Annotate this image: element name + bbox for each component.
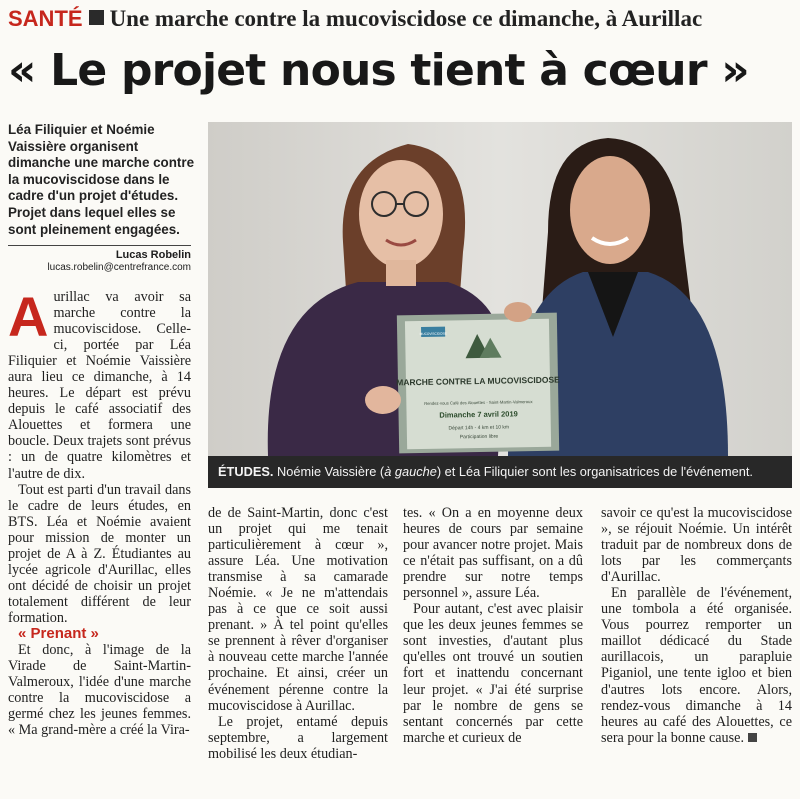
- poster-place: Rendez-vous Café des Alouettes - Saint-Martin-Valmeroux: [424, 399, 533, 406]
- photo-caption: [208, 456, 792, 488]
- end-mark-icon: [748, 733, 757, 742]
- article-column-3: [403, 505, 583, 746]
- poster-date: Dimanche 7 avril 2019: [439, 409, 518, 420]
- article-column-1: [8, 285, 191, 739]
- drop-cap: A: [8, 285, 49, 348]
- poster-fee: Participation libre: [459, 433, 499, 441]
- article-column-2: [208, 505, 388, 762]
- section-label: SANTÉ: [8, 6, 83, 31]
- poster-title: MARCHE CONTRE LA MUCOVISCIDOSE: [396, 374, 560, 388]
- author-email[interactable]: lucas.robelin@centrefrance.com: [47, 262, 191, 273]
- square-bullet-icon: [89, 10, 104, 25]
- paragraph: savoir ce qu'est la mucoviscidose », se réjouit Noémie. Un intérêt traduit par de nombreux dons de lots par les commerçants d'Aurillac.: [601, 505, 792, 586]
- intertitle-text: « Prenant »: [18, 624, 99, 642]
- photo-illustration: [208, 122, 792, 456]
- paragraph: [601, 585, 792, 745]
- intertitle: [8, 626, 191, 642]
- lead-text: urillac va avoir sa marche contre la mucoviscidose. Celle-ci, portée par Léa Filiquier et Noémie Vaissière aura lieu ce dimanche, à 14 heures. Le départ est prévu depuis le café associatif des Alouettes et formera une boucle. Deux trajets sont prévus : un de quatre kilomètres et l'autre de dix.: [8, 289, 191, 482]
- caption-text-italic: à gauche: [384, 464, 437, 479]
- paragraph: [8, 285, 191, 482]
- poster-details: Départ 14h - 4 km et 10 km: [448, 424, 510, 432]
- paragraph: de de Saint-Martin, donc c'est un projet qui me tenait particulièrement à cœur », assure Léa. Une motivation transmise à sa camarade Noémie. « Je ne m'attendais pas à ce que ce soit aussi prenant. » À tel point qu'elles se prennent à rêver d'organiser à nouveau cette marche l'année prochaine. Et ainsi, créer un événement pérenne contre la mucoviscidose à Aurillac.: [208, 505, 388, 714]
- kicker-line: [8, 6, 794, 38]
- author-name: Lucas Robelin: [115, 249, 191, 261]
- paragraph: Pour autant, c'est avec plaisir que les deux jeunes femmes se sont investies, d'autant plus qu'elles ont trouvé un soutien fort et inattendu concernant leur projet. « J'ai été surprise par le nombre de gens se sentant concernés par cette marche et curieux de: [403, 601, 583, 746]
- paragraph: Le projet, entamé depuis septembre, a largement mobilisé les deux étudian-: [208, 713, 388, 762]
- paragraph: tes. « On a en moyenne deux heures de cours par semaine pour avancer notre projet. Mais ce n'était pas suffisant, on a dû prendre sur notre temps personnel », assure Léa.: [403, 505, 583, 602]
- poster-badge: MUCOVISCIDOSE: [419, 331, 447, 337]
- closing-text: En parallèle de l'événement, une tombola a été organisée. Vous pourrez remporter un maillot dédicacé du Stade aurillacois, un parapluie Piganiol, une tente igloo et bien d'autres lots encore. Alors, rendez-vous dimanche à 14 heures au café des Alouettes, ce sera pour la bonne cause.: [601, 585, 792, 746]
- caption-text-pre: Noémie Vaissière (: [277, 464, 385, 479]
- kicker-title: Une marche contre la mucoviscidose ce dimanche, à Aurillac: [109, 6, 703, 31]
- paragraph: Et donc, à l'image de la Virade de Saint-Martin-Valmeroux, l'idée d'une marche contre la mucoviscidose a germé chez les jeunes femmes. « Ma grand-mère a créé la Vira-: [8, 642, 191, 739]
- headline: « Le projet nous tient à cœur »: [8, 45, 749, 96]
- paragraph: Tout est parti d'un travail dans le cadre de leurs études, en BTS. Léa et Noémie avaient pour mission de monter un projet de A à Z. Étudiantes au lycée agricole d'Aurillac, elles ont décidé de choisir un projet totalement différent de leur formation.: [8, 481, 191, 626]
- article-column-4: [601, 505, 792, 746]
- byline: [8, 245, 191, 273]
- caption-label: ÉTUDES.: [218, 464, 274, 479]
- standfirst: Léa Filiquier et Noémie Vaissière organisent dimanche une marche contre la mucoviscidose dans le cadre d'un projet d'études. Projet dans lequel elles se sont pleinement engagées.: [8, 122, 195, 237]
- caption-text-post: ) et Léa Filiquier sont les organisatrices de l'événement.: [436, 464, 753, 479]
- article-photo: [208, 122, 792, 456]
